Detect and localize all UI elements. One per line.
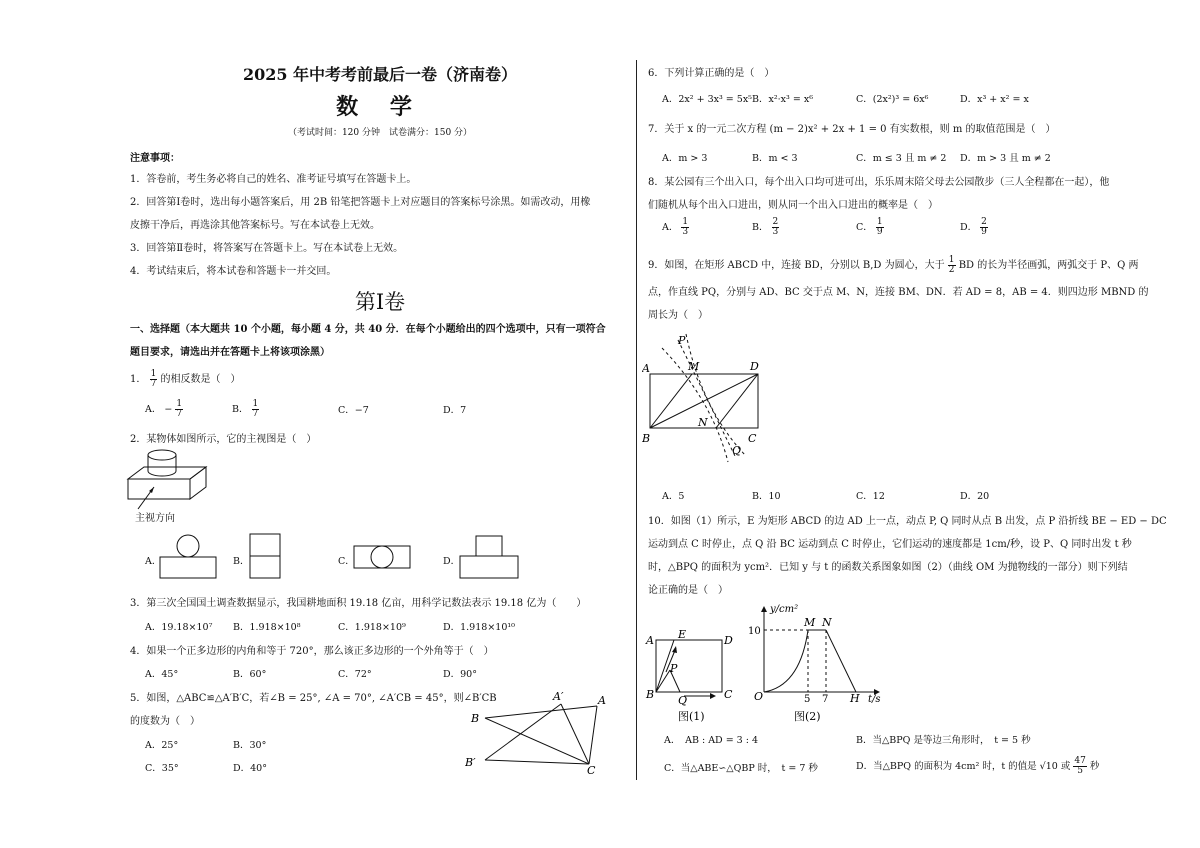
q9-rectangle-figure — [642, 330, 772, 470]
view-d-icon — [458, 534, 520, 580]
question-3: 3．第三次全国国土调查数据显示，我国耕地面积 19.18 亿亩，用科学记数法表示 19.18 亿为（ ） — [130, 598, 587, 609]
svg-text:P: P — [670, 662, 678, 675]
svg-text:B: B — [646, 688, 655, 701]
notice-item: 4．考试结束后，将本试卷和答题卡一并交回。 — [130, 266, 337, 277]
option-a[interactable]: A． − $\frac{1}{7}$ — [145, 399, 183, 419]
svg-text:y/cm²: y/cm² — [770, 604, 799, 615]
option-b[interactable]: B．1.918×10⁸ — [233, 622, 301, 633]
notice-item: 3．回答第Ⅱ卷时，将答案写在答题卡上。写在本试卷上无效。 — [130, 243, 404, 254]
option-d[interactable]: D．90° — [443, 669, 477, 680]
svg-text:A: A — [598, 694, 606, 707]
question-1: 1． $\frac{1}{7}$ 的相反数是（ ） — [130, 369, 241, 389]
svg-text:B: B — [471, 712, 480, 725]
svg-text:C: C — [748, 432, 757, 445]
option-a[interactable]: A．45° — [145, 669, 179, 680]
svg-text:E: E — [678, 628, 687, 641]
option-a[interactable]: A． AB : AD = 3 : 4 — [664, 735, 758, 746]
view-direction-label: 主视方向 — [135, 513, 175, 524]
option-d[interactable]: D．m > 3 且 m ≠ 2 — [960, 153, 1051, 164]
option-d[interactable]: D．7 — [443, 405, 467, 416]
svg-text:C: C — [724, 688, 733, 701]
svg-text:图(2): 图(2) — [794, 710, 821, 723]
subject-title: 数 学 — [336, 94, 424, 120]
option-c[interactable]: C．35° — [145, 763, 179, 774]
option-a[interactable]: A．m > 3 — [662, 153, 708, 164]
svg-text:A: A — [642, 362, 650, 375]
svg-text:N: N — [698, 416, 708, 429]
question-10-cont: 论正确的是（ ） — [648, 585, 728, 596]
option-c[interactable]: C．72° — [338, 669, 372, 680]
question-4: 4．如果一个正多边形的内角和等于 720°，那么该正多边形的一个外角等于（ ） — [130, 646, 494, 657]
fraction: $\frac{1}{7}$ — [150, 369, 157, 389]
column-divider — [636, 60, 637, 780]
notice-item: 皮擦干净后，再选涂其他答案标号。写在本试卷上无效。 — [130, 220, 380, 231]
svg-text:t/s: t/s — [868, 694, 881, 705]
option-b[interactable]: B． $\frac{1}{7}$ — [232, 399, 259, 419]
question-7: 7．关于 x 的一元二次方程 (m − 2)x² + 2x + 1 = 0 有实数根，则 m 的取值范围是（ ） — [648, 124, 1056, 135]
option-c[interactable]: C．当△ABE∽△QBP 时， t = 7 秒 — [664, 763, 818, 774]
q5-triangles-figure — [465, 688, 615, 776]
svg-text:7: 7 — [822, 694, 829, 705]
option-d[interactable]: D． — [443, 556, 461, 567]
question-5: 5．如图，△ABC≌△A′B′C，若∠B = 25°, ∠A = 70°, ∠A′CB = 45°，则∠B′CB — [130, 693, 497, 704]
svg-text:A: A — [646, 634, 654, 647]
option-a[interactable]: A．2x² + 3x³ = 5x⁵ — [662, 94, 752, 105]
svg-text:C: C — [587, 764, 596, 776]
option-c[interactable]: C．m ≤ 3 且 m ≠ 2 — [856, 153, 947, 164]
option-d[interactable]: D．20 — [960, 491, 990, 502]
question-9-cont: 点，作直线 PQ，分别与 AD、BC 交于点 M、N，连接 BM、DN．若 AD = 8，AB = 4．则四边形 MBND 的 — [648, 287, 1149, 298]
option-b[interactable]: B．当△BPQ 是等边三角形时， t = 5 秒 — [856, 735, 1031, 746]
svg-text:A′: A′ — [553, 690, 564, 703]
svg-text:10: 10 — [748, 626, 761, 637]
option-a[interactable]: A．5 — [662, 491, 685, 502]
option-a[interactable]: A．25° — [145, 740, 179, 751]
question-8: 8．某公园有三个出入口，每个出入口均可进可出，乐乐周末陪父母去公园散步（三人全程都在一起），他 — [648, 177, 1110, 188]
question-9: 9．如图，在矩形 ABCD 中，连接 BD，分别以 B,D 为圆心，大于 $\frac{1}{2}$ BD 的长为半径画弧，两弧交于 P、Q 两 — [648, 255, 1139, 275]
option-c[interactable]: C．(2x²)³ = 6x⁶ — [856, 94, 929, 105]
svg-text:B′: B′ — [465, 756, 476, 769]
option-d[interactable]: D． $\frac{2}{9}$ — [960, 217, 987, 237]
option-a[interactable]: A． $\frac{1}{3}$ — [662, 217, 689, 237]
option-c[interactable]: C．12 — [856, 491, 885, 502]
notice-item: 2．回答第Ⅰ卷时，选出每小题答案后，用 2B 铅笔把答题卡上对应题目的答案标号涂黑。如需改动，用橡 — [130, 197, 591, 208]
option-c[interactable]: C．1.918×10⁹ — [338, 622, 406, 633]
option-b[interactable]: B．30° — [233, 740, 267, 751]
section-intro: 一、选择题（本大题共 10 个小题，每小题 4 分，共 40 分．在每个小题给出的四个选项中，只有一项符合 — [130, 324, 606, 335]
svg-text:B: B — [642, 432, 651, 445]
question-9-cont: 周长为（ ） — [648, 310, 708, 321]
svg-text:O: O — [754, 690, 764, 703]
option-c[interactable]: C． $\frac{1}{9}$ — [856, 217, 883, 237]
svg-text:M: M — [688, 360, 700, 373]
option-a[interactable]: A． — [145, 556, 162, 567]
svg-text:M: M — [804, 616, 816, 629]
option-d[interactable]: D．当△BPQ 的面积为 4cm² 时，t 的值是 √10 或 $\frac{47}{5}$ 秒 — [856, 756, 1100, 776]
option-b[interactable]: B． $\frac{2}{3}$ — [752, 217, 779, 237]
question-6: 6．下列计算正确的是（ ） — [648, 68, 775, 79]
option-c[interactable]: C． — [338, 556, 355, 567]
question-5-cont: 的度数为（ ） — [130, 716, 200, 727]
option-c[interactable]: C．−7 — [338, 405, 369, 416]
svg-text:D: D — [750, 360, 759, 373]
svg-text:P: P — [678, 334, 686, 347]
option-b[interactable]: B．60° — [233, 669, 267, 680]
svg-text:Q: Q — [732, 444, 742, 457]
view-b-icon — [248, 532, 282, 580]
q10-figures — [644, 600, 894, 724]
option-d[interactable]: D．1.918×10¹⁰ — [443, 622, 515, 633]
notice-heading: 注意事项： — [130, 153, 180, 164]
question-10-cont: 时，△BPQ 的面积为 ycm²．已知 y 与 t 的函数关系图象如图（2）（曲线 OM 为抛物线的一部分）则下列结 — [648, 562, 1128, 573]
option-d[interactable]: D．x³ + x² = x — [960, 94, 1029, 105]
svg-text:图(1): 图(1) — [678, 710, 705, 723]
exam-title: 2025 年中考考前最后一卷（济南卷） — [242, 65, 518, 84]
question-8-cont: 们随机从每个出入口进出，则从同一个出入口进出的概率是（ ） — [648, 200, 938, 211]
option-b[interactable]: B．x²·x³ = x⁶ — [752, 94, 813, 105]
exam-meta: （考试时间：120 分钟 试卷满分：150 分） — [287, 128, 473, 138]
view-a-icon — [158, 534, 218, 580]
question-10-cont: 运动到点 C 时停止，点 Q 沿 BC 运动到点 C 时停止，它们运动的速度都是 1cm/秒，设 P、Q 同时出发 t 秒 — [648, 539, 1132, 550]
section-title: 第Ⅰ卷 — [354, 290, 406, 314]
question-2: 2．某物体如图所示，它的主视图是（ ） — [130, 434, 317, 445]
option-b[interactable]: B．m < 3 — [752, 153, 798, 164]
option-b[interactable]: B． — [233, 556, 250, 567]
section-intro: 题目要求，请选出并在答题卡上将该项涂黑） — [130, 347, 330, 358]
svg-text:D: D — [724, 634, 733, 647]
option-a[interactable]: A．19.18×10⁷ — [145, 622, 213, 633]
option-b[interactable]: B．10 — [752, 491, 781, 502]
option-d[interactable]: D．40° — [233, 763, 267, 774]
svg-text:N: N — [822, 616, 832, 629]
svg-text:Q: Q — [678, 694, 688, 707]
view-c-icon — [352, 544, 414, 570]
svg-text:H: H — [850, 692, 860, 705]
svg-text:5: 5 — [804, 694, 811, 705]
notice-item: 1．答卷前，考生务必将自己的姓名、准考证号填写在答题卡上。 — [130, 174, 417, 185]
question-10: 10．如图（1）所示，E 为矩形 ABCD 的边 AD 上一点，动点 P, Q 同时从点 B 出发，点 P 沿折线 BE − ED − DC — [648, 516, 1167, 527]
